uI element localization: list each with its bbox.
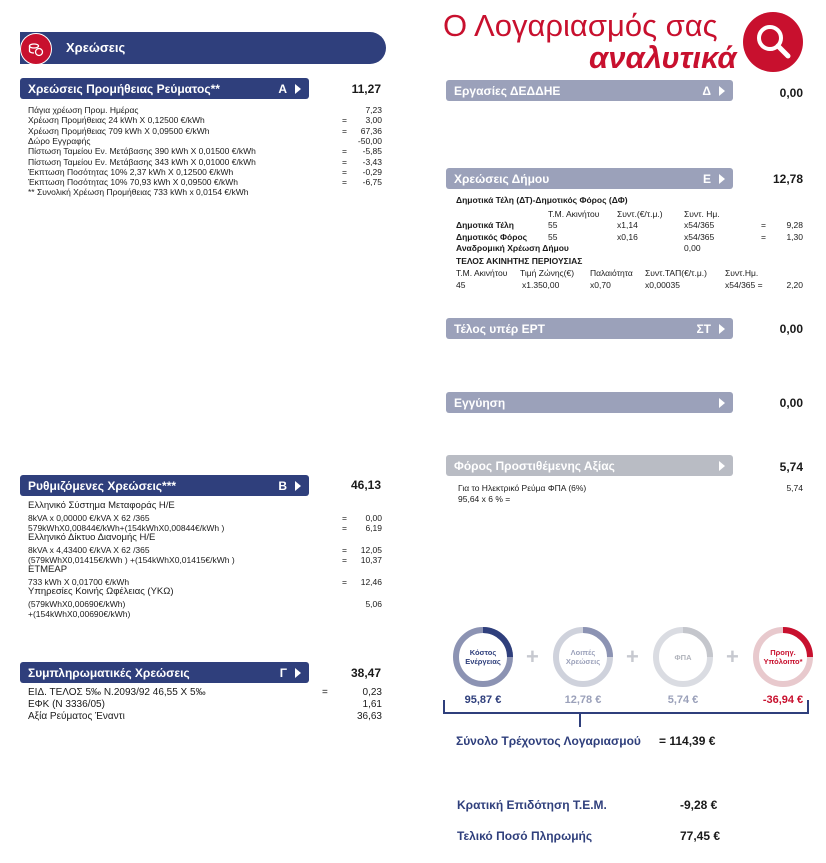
municipal-fees-eq: =: [761, 220, 766, 230]
summary-circle-label: Λοιπές Χρεώσεις: [560, 634, 606, 680]
supply-charges-total: 11,27: [351, 82, 381, 96]
summary-bracket-stem: [579, 713, 581, 727]
municipal-col-tm: Τ.Μ. Ακινήτου: [548, 209, 600, 219]
supply-charges-bar: [20, 78, 309, 99]
chevron-right-icon: [719, 461, 725, 471]
municipal-tax-eq: =: [761, 232, 766, 242]
A-row-value: -3,43: [362, 156, 382, 167]
municipal-fees-synt: x1,14: [617, 220, 638, 230]
A-row-text: ** Συνολική Χρέωση Προμήθειας 733 kWh x 0,0154 €/kWh: [28, 187, 249, 198]
deddie-works-code: Δ: [702, 83, 711, 98]
tap-val-3: x0,70: [590, 280, 611, 290]
A-row-eq: =: [342, 115, 347, 126]
tap-val-2: x1.350,00: [522, 280, 560, 290]
A-row-eq: =: [342, 146, 347, 157]
current-total-value: = 114,39 €: [659, 734, 716, 748]
ert-fee-label: Τέλος υπέρ ΕΡΤ: [454, 321, 545, 336]
guarantee-bar: [446, 392, 733, 413]
B-row-value: 0,00: [365, 512, 382, 523]
supply-charges-code: Α: [278, 81, 287, 96]
A-row-eq: =: [342, 177, 347, 188]
A-row-text: Πίστωση Ταμείου Εν. Μετάβασης 390 kWh X 0,01500 €/kWh: [28, 146, 256, 157]
municipal-tax-label: Δημοτικός Φόρος: [456, 232, 528, 242]
municipal-fees-label: Δημοτικά Τέλη: [456, 220, 514, 230]
municipal-tax-value: 1,30: [786, 232, 803, 242]
regulated-charges-total: 46,13: [350, 478, 381, 492]
tap-col-4: Συντ.ΤΑΠ(€/τ.μ.): [645, 268, 707, 278]
subsidy-value: -9,28 €: [680, 798, 718, 812]
summary-circle: [553, 627, 613, 687]
B-row-value: 12,05: [360, 544, 382, 555]
summary-circle-value: 12,78 €: [564, 694, 602, 706]
G-row-value: 1,61: [362, 699, 382, 710]
summary-circle-label: Προηγ. Υπόλοιπο*: [760, 634, 806, 680]
plus-icon: +: [526, 644, 539, 669]
A-row-text: Χρέωση Προμήθειας 709 kWh X 0,09500 €/kWh: [28, 125, 210, 136]
vat-bar: [446, 455, 733, 476]
A-row-text: Πίστωση Ταμείου Εν. Μετάβασης 343 kWh X 0,01000 €/kWh: [28, 156, 256, 167]
supplementary-charges-label: Συμπληρωματικές Χρεώσεις: [28, 665, 190, 680]
A-row-text: Έκπτωση Ποσότητας 10% 2,37 kWh X 0,12500 €/kWh: [28, 166, 234, 177]
B-row-text: 579kWhX0,00844€/kWh+(154kWhX0,00844€/kWh ): [28, 522, 225, 533]
A-row-text: Χρέωση Προμήθειας 24 kWh X 0,12500 €/kWh: [28, 115, 205, 126]
chevron-right-icon: [719, 398, 725, 408]
summary-circle-value: -36,94 €: [762, 694, 804, 706]
municipal-fees-value: 9,28: [786, 220, 803, 230]
municipal-tax-synt: x0,16: [617, 232, 638, 242]
deddie-works-label: Εργασίες ΔΕΔΔΗΕ: [454, 83, 561, 98]
A-row-eq: =: [342, 156, 347, 167]
summary-circle-label: ΦΠΑ: [660, 634, 706, 680]
A-row-value: 67,36: [360, 125, 382, 136]
search-icon: [743, 12, 803, 72]
tap-col-1: Τ.Μ. Ακινήτου: [456, 268, 508, 278]
charges-icon: [20, 33, 52, 65]
municipal-charges-code: Ε: [702, 171, 711, 186]
A-row-value: 3,00: [365, 115, 382, 126]
municipal-col-days: Συντ. Ημ.: [684, 209, 720, 219]
summary-bracket: [443, 700, 809, 714]
summary-circle: [453, 627, 513, 687]
subsidy-label: Κρατική Επιδότηση Τ.Ε.Μ.: [457, 798, 607, 812]
B-row-eq: =: [342, 576, 347, 587]
chevron-right-icon: [295, 84, 301, 94]
summary-circle: [753, 627, 813, 687]
plus-icon: +: [626, 644, 639, 669]
tap-val-5: x54/365 =: [725, 280, 763, 290]
chevron-right-icon: [295, 481, 301, 491]
retroactive-label: Αναδρομική Χρέωση Δήμου: [456, 243, 569, 253]
B-row-eq: =: [342, 512, 347, 523]
page-title: Ο Λογαριασμός σας: [443, 8, 718, 43]
municipal-charges-total: 12,78: [772, 172, 803, 186]
vat-line2: 95,64 x 6 % =: [458, 494, 511, 504]
B-row-value: 10,37: [360, 555, 382, 565]
G-row-text: Αξία Ρεύματος Έναντι: [28, 711, 125, 722]
A-row-text: Έκπτωση Ποσότητας 10% 70,93 kWh X 0,09500 €/kWh: [28, 177, 238, 188]
A-row-text: Δώρο Εγγραφής: [28, 135, 91, 146]
B-row-text: Υπηρεσίες Κοινής Ωφέλειας (ΥΚΩ): [28, 586, 174, 598]
ert-fee-total: 0,00: [779, 322, 803, 336]
A-row-value: -50,00: [357, 135, 382, 146]
final-amount-value: 77,45 €: [680, 829, 721, 843]
B-row-text: (579kWhX0,00690€/kWh): [28, 598, 126, 609]
summary-circle: [653, 627, 713, 687]
municipal-tax-tm: 55: [548, 232, 558, 242]
B-row-text: +(154kWhX0,00690€/kWh): [28, 609, 131, 619]
plus-icon: +: [726, 644, 739, 669]
G-row-value: 0,23: [362, 687, 382, 698]
tap-val-4: x0,00035: [645, 280, 680, 290]
B-row-value: 6,19: [365, 522, 382, 533]
ert-fee-bar: [446, 318, 733, 339]
final-amount-label: Τελικό Ποσό Πληρωμής: [457, 829, 593, 843]
municipal-col-synt: Συντ.(€/τ.μ.): [617, 209, 663, 219]
tap-col-2: Τιμή Ζώνης(€): [520, 268, 575, 278]
supplementary-charges-total: 38,47: [350, 666, 381, 680]
deddie-works-total: 0,00: [779, 86, 803, 100]
current-total-label: Σύνολο Τρέχοντος Λογαριασμού: [456, 734, 641, 748]
B-row-value: 12,46: [360, 576, 382, 587]
B-row-eq: =: [342, 522, 347, 533]
municipal-fees-tm: 55: [548, 220, 558, 230]
municipal-fees-days: x54/365: [684, 220, 715, 230]
vat-line1: Για το Ηλεκτρικό Ρεύμα ΦΠΑ (6%): [458, 483, 587, 493]
A-row-eq: =: [342, 166, 347, 177]
summary-circle-value: 95,87 €: [464, 694, 502, 706]
B-row-text: 733 kWh X 0,01700 €/kWh: [28, 576, 130, 587]
regulated-charges-bar: [20, 475, 309, 496]
tap-col-5: Συντ.Ημ.: [725, 268, 759, 278]
B-row-eq: =: [342, 555, 347, 565]
B-row-value: 5,06: [365, 598, 382, 609]
retroactive-value: 0,00: [684, 243, 701, 253]
ert-fee-code: ΣΤ: [696, 321, 711, 336]
B-row-text: 8kVA x 4,43400 €/kVA X 62 /365: [28, 544, 150, 555]
summary-circle-value: 5,74 €: [667, 694, 699, 706]
G-row-text: ΕΦΚ (Ν 3336/05): [28, 699, 105, 710]
property-tax-heading: ΤΕΛΟΣ ΑΚΙΝΗΤΗΣ ΠΕΡΙΟΥΣΙΑΣ: [456, 256, 583, 266]
G-row-value: 36,63: [356, 711, 382, 722]
chevron-right-icon: [295, 668, 301, 678]
G-row-eq: =: [322, 687, 328, 698]
G-row-text: ΕΙΔ. ΤΕΛΟΣ 5‰ Ν.2093/92 46,55 X 5‰: [28, 687, 206, 698]
tap-value: 2,20: [786, 280, 803, 290]
page-subtitle: αναλυτικά: [589, 40, 737, 75]
deddie-works-bar: [446, 80, 733, 101]
regulated-charges-code: Β: [278, 478, 287, 493]
B-row-text: 8kVA x 0,00000 €/kVA X 62 /365: [28, 512, 150, 523]
A-row-value: -0,29: [362, 166, 382, 177]
tap-col-3: Παλαιότητα: [590, 268, 633, 278]
regulated-charges-label: Ρυθμιζόμενες Χρεώσεις***: [28, 478, 177, 493]
guarantee-total: 0,00: [779, 396, 803, 410]
chevron-right-icon: [719, 324, 725, 334]
guarantee-label: Εγγύηση: [454, 395, 506, 410]
B-row-text: Ελληνικό Σύστημα Μεταφοράς Η/Ε: [28, 500, 175, 511]
supplementary-charges-bar: [20, 662, 309, 683]
chevron-right-icon: [719, 86, 725, 96]
B-row-text: (579kWhX0,01415€/kWh ) +(154kWhX0,01415€/kWh ): [28, 555, 235, 565]
A-row-eq: =: [342, 125, 347, 136]
summary-circle-label: Κόστος Ενέργειας: [460, 634, 506, 680]
A-row-value: 7,23: [365, 105, 382, 115]
A-row-value: -6,75: [362, 177, 382, 188]
municipal-charges-label: Χρεώσεις Δήμου: [454, 171, 550, 186]
vat-label: Φόρος Προστιθέμενης Αξίας: [454, 458, 615, 473]
section-title: Χρεώσεις: [66, 40, 126, 55]
vat-line1-value: 5,74: [786, 483, 803, 493]
municipal-tax-days: x54/365: [684, 232, 715, 242]
chevron-right-icon: [719, 174, 725, 184]
vat-total: 5,74: [779, 460, 803, 474]
municipal-heading: Δημοτικά Τέλη (ΔΤ)-Δημοτικός Φόρος (ΔΦ): [456, 195, 628, 205]
A-row-value: -5,85: [362, 146, 382, 157]
tap-val-1: 45: [456, 280, 466, 290]
supplementary-charges-code: Γ: [279, 665, 287, 680]
A-row-text: Πάγια χρέωση Προμ. Ημέρας: [28, 105, 139, 115]
B-row-text: Ελληνικό Δίκτυο Διανομής Η/Ε: [28, 532, 156, 544]
B-row-eq: =: [342, 544, 347, 555]
B-row-text: ΕΤΜΕΑΡ: [28, 564, 68, 576]
municipal-charges-bar: [446, 168, 733, 189]
supply-charges-label: Χρεώσεις Προμήθειας Ρεύματος**: [28, 81, 220, 96]
